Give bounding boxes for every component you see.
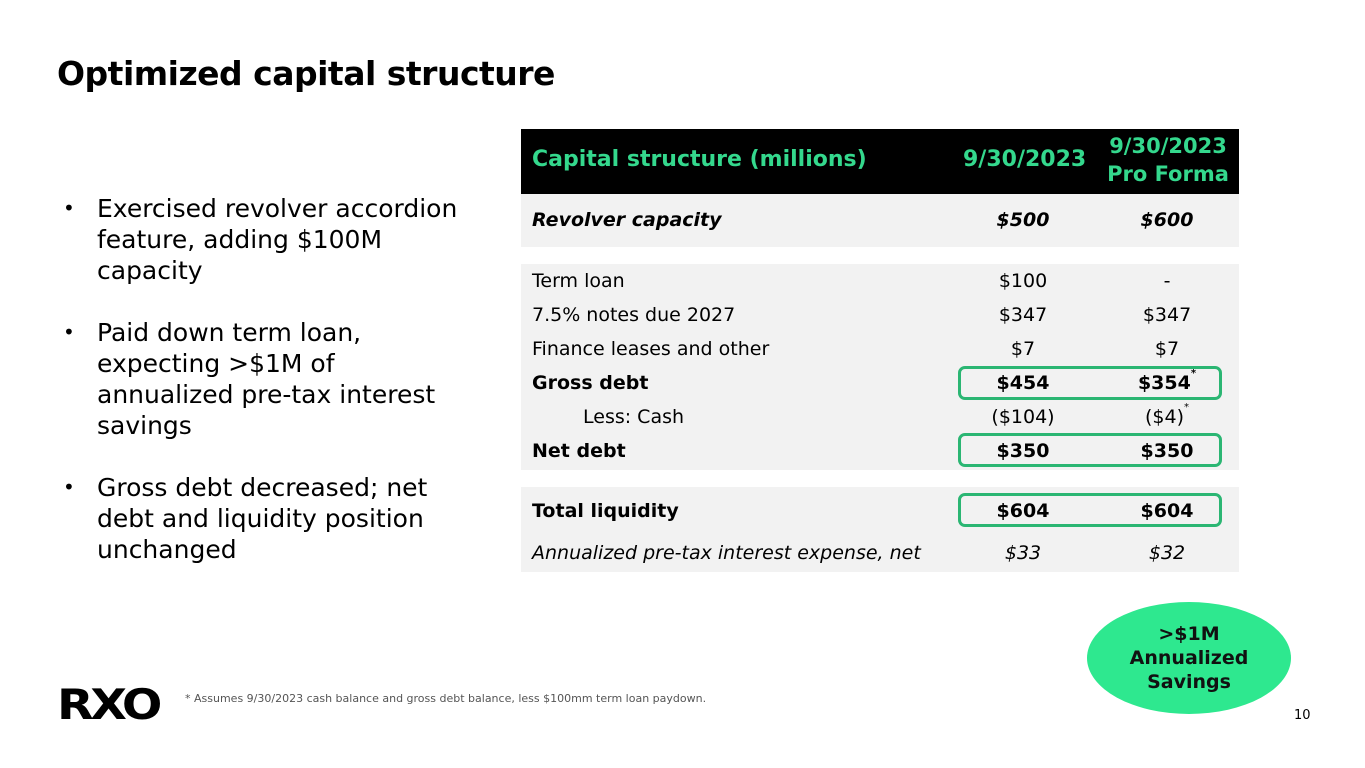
- bullet-item: [63, 193, 463, 286]
- table-row-label: Term loan: [532, 270, 625, 292]
- gross-debt-label: Gross debt: [532, 372, 649, 394]
- footnote-marker: *: [1184, 402, 1189, 413]
- less-cash-v1: ($104): [991, 406, 1055, 428]
- savings-badge: [1087, 602, 1291, 714]
- less-cash-label: Less: Cash: [583, 406, 685, 428]
- table-row-v2: -: [1163, 270, 1171, 292]
- table-row-label: Finance leases and other: [532, 338, 770, 360]
- logo-text: RXO: [57, 684, 161, 724]
- revolver-label: Revolver capacity: [532, 209, 722, 231]
- revolver-v2: $600: [1140, 209, 1194, 231]
- interest-v1: $33: [1004, 542, 1042, 564]
- interest-label: Annualized pre-tax interest expense, net: [532, 542, 921, 564]
- footnote-marker: *: [1190, 368, 1197, 379]
- liquidity-v1: $604: [996, 500, 1050, 522]
- bullet-text: Exercised revolver accordion feature, adding $100M capacity: [97, 194, 458, 285]
- gross-debt-v2-value: $354: [1137, 372, 1191, 394]
- page-title: Optimized capital structure: [57, 54, 555, 93]
- table-row-v2: $347: [1142, 304, 1192, 326]
- header-col1: 9/30/2023: [963, 147, 1087, 172]
- bullet-dot: •: [63, 196, 75, 220]
- less-cash-v2: [1102, 402, 1232, 428]
- gross-debt-v1: $454: [996, 372, 1050, 394]
- bullet-text: Gross debt decreased; net debt and liquidity position unchanged: [97, 473, 428, 564]
- table-header: [521, 129, 1239, 194]
- bullet-text: Paid down term loan, expecting >$1M of annualized pre-tax interest savings: [97, 318, 436, 440]
- header-col2-line2: Pro Forma: [1107, 162, 1229, 186]
- net-debt-v1: $350: [996, 440, 1050, 462]
- net-debt-label: Net debt: [532, 440, 626, 462]
- revolver-v1: $500: [996, 209, 1050, 231]
- table-row-v1: $100: [998, 270, 1048, 292]
- gross-debt-v2: [1102, 368, 1232, 394]
- header-label: Capital structure (millions): [532, 147, 867, 172]
- badge-line1: >$1M: [1158, 623, 1220, 645]
- footnote: * Assumes 9/30/2023 cash balance and gross debt balance, less $100mm term loan paydown.: [185, 692, 707, 705]
- bullet-item: [63, 472, 463, 565]
- table-row-v1: $347: [998, 304, 1048, 326]
- liquidity-label: Total liquidity: [532, 500, 679, 522]
- page-number: 10: [1294, 708, 1311, 723]
- header-col2-line1: 9/30/2023: [1109, 134, 1227, 158]
- net-debt-v2: $350: [1140, 440, 1194, 462]
- rxo-logo: [57, 684, 161, 724]
- badge-line2: Annualized: [1129, 647, 1249, 669]
- table-row-v2: $7: [1154, 338, 1180, 360]
- table-row-v1: $7: [1010, 338, 1036, 360]
- interest-v2: $32: [1148, 542, 1186, 564]
- table-row-label: 7.5% notes due 2027: [532, 304, 736, 326]
- bullet-list: [63, 193, 463, 596]
- liquidity-v2: $604: [1140, 500, 1194, 522]
- bullet-item: [63, 317, 463, 441]
- bullet-dot: •: [63, 320, 75, 344]
- less-cash-v2-value: ($4): [1144, 406, 1184, 428]
- bullet-dot: •: [63, 475, 75, 499]
- badge-line3: Savings: [1147, 671, 1231, 693]
